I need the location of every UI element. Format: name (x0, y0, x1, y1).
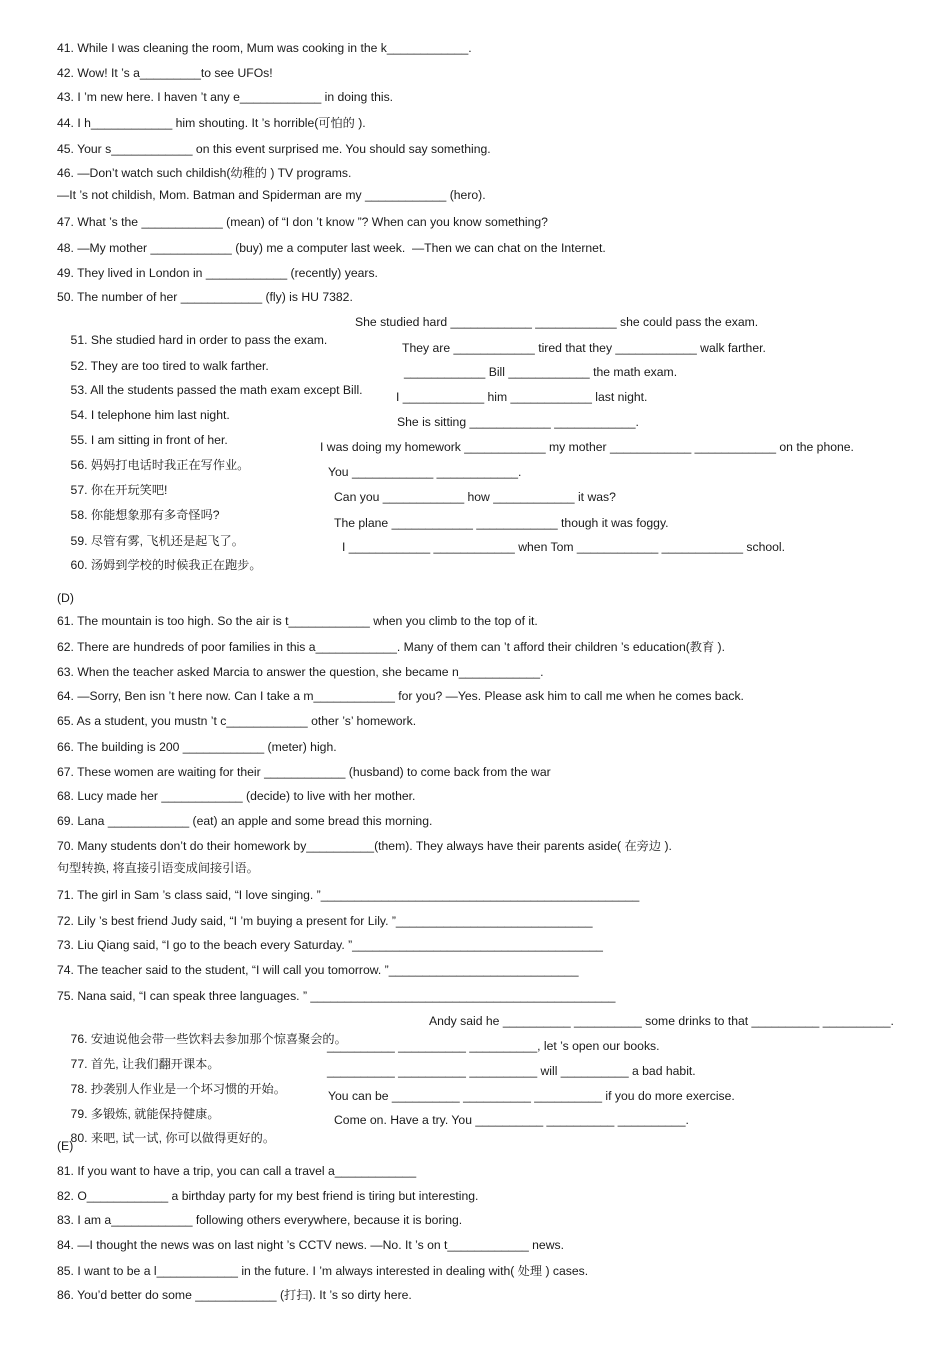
q61: 61. The mountain is too high. So the air is t____________ when you climb to the top of it. (57, 614, 538, 628)
q79-right: You can be __________ __________ __________ if you do more exercise. (328, 1089, 735, 1103)
q64: 64. —Sorry, Ben isn ’t here now. Can I take a m____________ for you? —Yes. Please ask him to call me when he comes back. (57, 689, 744, 703)
q59-left: 59. 尽管有雾, 飞机还是起飞了。 (70, 534, 244, 548)
q62: 62. There are hundreds of poor families in this a____________. Many of them can ’t afford their children ’s education(教育 ). (57, 640, 725, 654)
q45: 45. Your s____________ on this event surprised me. You should say something. (57, 142, 491, 156)
q47: 47. What ’s the ____________ (mean) of “I don ’t know ”? When can you know something? (57, 215, 548, 229)
q58 (57, 488, 616, 522)
q74: 74. The teacher said to the student, “I will call you tomorrow. ”____________________________ (57, 963, 579, 977)
q76-left: 76. 安迪说他会带一些饮料去参加那个惊喜聚会的。 (70, 1032, 347, 1046)
q51-right: She studied hard ____________ ____________ she could pass the exam. (355, 315, 759, 329)
q75: 75. Nana said, “I can speak three languages. ” _____________________________________________ (57, 989, 616, 1003)
q51 (57, 313, 759, 347)
q77-left: 77. 首先, 让我们翻开课本。 (70, 1057, 220, 1071)
q42: 42. Wow! It ’s a_________to see UFOs! (57, 66, 273, 80)
q79-left: 79. 多锻炼, 就能保持健康。 (70, 1107, 220, 1121)
q65: 65. As a student, you mustn ’t c____________ other ’s’ homework. (57, 714, 417, 728)
q78-right: __________ __________ __________ will __________ a bad habit. (327, 1064, 696, 1078)
q53-right: ____________ Bill ____________ the math exam. (404, 365, 678, 379)
q80-left: 80. 来吧, 试一试, 你可以做得更好的。 (70, 1131, 276, 1145)
q56-left: 56. 妈妈打电话时我正在写作业。 (70, 458, 250, 472)
q67: 67. These women are waiting for their ____________ (husband) to come back from the war (57, 765, 551, 779)
q70: 70. Many students don’t do their homework by__________(them). They always have their parents aside( 在旁边 ). (57, 839, 672, 853)
q59-right: The plane ____________ ____________ though it was foggy. (334, 516, 669, 530)
q57-left: 57. 你在开玩笑吧! (70, 483, 168, 497)
q41: 41. While I was cleaning the room, Mum was cooking in the k____________. (57, 41, 472, 55)
q55-left: 55. I am sitting in front of her. (70, 433, 228, 447)
q77-right: __________ __________ __________, let ’s open our books. (327, 1039, 660, 1053)
q48: 48. —My mother ____________ (buy) me a computer last week. —Then we can chat on the Internet. (57, 241, 606, 255)
q58-left: 58. 你能想象那有多奇怪吗? (70, 508, 220, 522)
q44: 44. I h____________ him shouting. It ’s horrible(可怕的 ). (57, 116, 366, 130)
q54-left: 54. I telephone him last night. (70, 408, 230, 422)
q72: 72. Lily ’s best friend Judy said, “I ’m buying a present for Lily. ”_____________________________ (57, 914, 593, 928)
q82: 82. O____________ a birthday party for my best friend is tiring but interesting. (57, 1189, 479, 1203)
q46-cont: —It ’s not childish, Mom. Batman and Spiderman are my ____________ (hero). (57, 188, 486, 202)
q69: 69. Lana ____________ (eat) an apple and some bread this morning. (57, 814, 433, 828)
q52-right: They are ____________ tired that they ____________ walk farther. (402, 341, 766, 355)
q80-right: Come on. Have a try. You __________ __________ __________. (334, 1113, 689, 1127)
q66: 66. The building is 200 ____________ (meter) high. (57, 740, 337, 754)
q85: 85. I want to be a l____________ in the future. I ’m always interested in dealing with( 处理 ) cases. (57, 1264, 589, 1278)
instruction-reported-speech: 句型转换, 将直接引语变成间接引语。 (57, 861, 259, 875)
q80 (57, 1111, 689, 1145)
q58-right: Can you ____________ how ____________ it was? (334, 490, 616, 504)
q60-left: 60. 汤姆到学校的时候我正在跑步。 (70, 558, 262, 572)
q52-left: 52. They are too tired to walk farther. (70, 359, 269, 373)
q78 (57, 1062, 696, 1096)
q60 (57, 538, 785, 572)
q46: 46. —Don’t watch such childish(幼稚的 ) TV programs. (57, 166, 352, 180)
q84: 84. —I thought the news was on last night ’s CCTV news. —No. It ’s on t____________ news. (57, 1238, 564, 1252)
q68: 68. Lucy made her ____________ (decide) to live with her mother. (57, 789, 416, 803)
q56-right: I was doing my homework ____________ my mother ____________ ____________ on the phone. (320, 440, 854, 454)
q51-left: 51. She studied hard in order to pass the exam. (70, 333, 328, 347)
q78-left: 78. 抄袭别人作业是一个坏习惯的开始。 (70, 1082, 286, 1096)
q57-right: You ____________ ____________. (328, 465, 522, 479)
q60-right: I ____________ ____________ when Tom ____________ ____________ school. (342, 540, 785, 554)
q63: 63. When the teacher asked Marcia to answer the question, she became n____________. (57, 665, 544, 679)
q83: 83. I am a____________ following others everywhere, because it is boring. (57, 1213, 463, 1227)
q76-right: Andy said he __________ __________ some drinks to that __________ __________. (429, 1014, 894, 1028)
q71: 71. The girl in Sam ’s class said, “I love singing. ”_______________________________________________ (57, 888, 640, 902)
q43: 43. I ’m new here. I haven ’t any e____________ in doing this. (57, 90, 394, 104)
q50: 50. The number of her ____________ (fly) is HU 7382. (57, 290, 353, 304)
q59 (57, 514, 669, 548)
section-e-heading: (E) (57, 1139, 74, 1153)
q55-right: She is sitting ____________ ____________. (397, 415, 639, 429)
q55 (57, 413, 639, 447)
q86: 86. You’d better do some ____________ (打扫). It ’s so dirty here. (57, 1288, 412, 1302)
q73: 73. Liu Qiang said, “I go to the beach every Saturday. ”_____________________________________ (57, 938, 603, 952)
q81: 81. If you want to have a trip, you can call a travel a____________ (57, 1164, 417, 1178)
q54-right: I ____________ him ____________ last night. (396, 390, 648, 404)
q53-left: 53. All the students passed the math exam except Bill. (70, 383, 363, 397)
section-d-heading: (D) (57, 591, 74, 605)
q49: 49. They lived in London in ____________ (recently) years. (57, 266, 378, 280)
